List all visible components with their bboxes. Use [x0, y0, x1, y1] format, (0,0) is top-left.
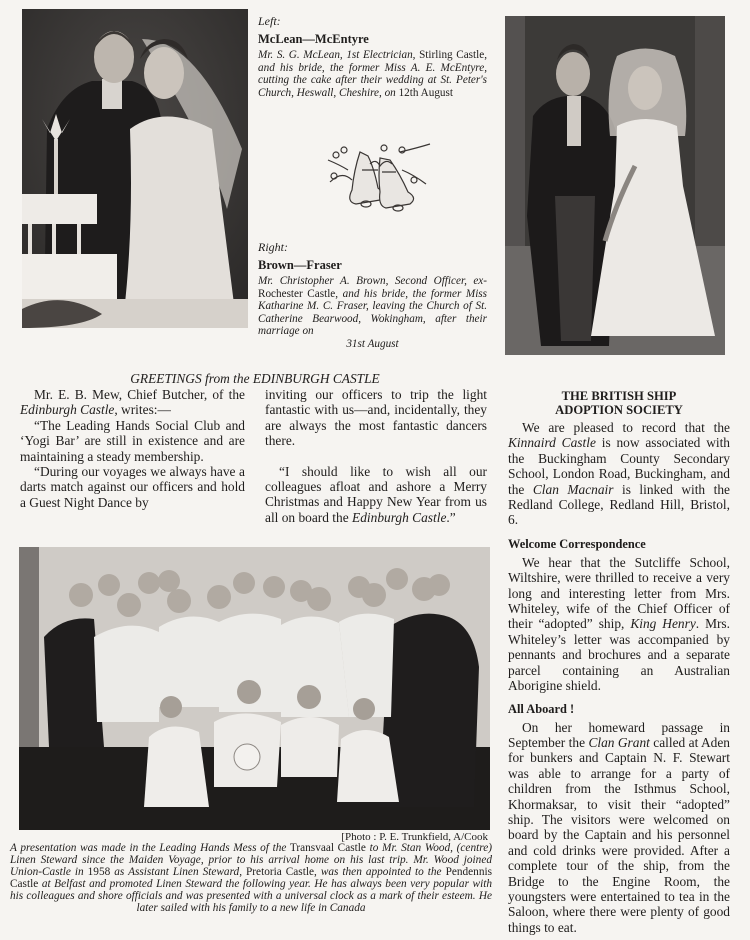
- wedding-photo-right: [505, 16, 725, 355]
- ship-name: Rochester Castle,: [258, 287, 339, 300]
- wedding-right-label: Right:: [258, 240, 288, 254]
- wedding-left-label: Left:: [258, 14, 281, 28]
- greetings-column-1: [20, 387, 245, 510]
- ship-name: Pretoria Castle,: [246, 865, 317, 878]
- aboard-heading: All Aboard !: [508, 701, 575, 716]
- wedding-photo-left: [22, 9, 248, 328]
- greetings-paragraph: Mr. E. B. Mew, Chief Butcher, of the Edinburgh Castle, writes:—: [20, 387, 245, 418]
- wedding-bells-icon: [322, 140, 432, 215]
- greetings-paragraph: “I should like to wish all our colleagues afloat and ashore a Merry Christmas and Happy New Year from us all on board the Edinburgh Castle.”: [265, 463, 487, 525]
- society-intro: We are pleased to record that the Kinnaird Castle is now associated with the Buckingham County Secondary School, London Road, Buckingham, and the Clan Macnair is linked with the Redland College, Redland Hill, Bristol, 6.: [508, 420, 731, 528]
- society-column: [508, 389, 730, 935]
- wedding-left-caption: Mr. S. G. McLean, 1st Electrician, Stirling Castle, and his bride, the former Miss A. E. McEntyre, cutting the cake after their wedding at St. Peter's Church, Heswall, Cheshire, on 12th August: [258, 49, 487, 99]
- ship-name: Transvaal Castle: [289, 842, 366, 854]
- photo-credit: [Photo : P. E. Trunkfield, A/Cook: [341, 831, 488, 843]
- group-photo-caption: A presentation was made in the Leading Hands Mess of the Transvaal Castle to Mr. Stan Wood, (centre) Linen Steward since the Maiden Voyage, prior to his arrival home on his last trip. Mr. Wood joined Union-Castle in 1958 as Assistant Linen Steward, Pretoria Castle, was then appointed to the Pendennis Castle at Belfast and promoted Linen Steward the following year. He has always been very popular with his colleagues and shore officials and was presented with a universal clock as a mark of their esteem. He later sailed with his family to a new life in Canada: [10, 842, 493, 914]
- society-title: THE BRITISH SHIP ADOPTION SOCIETY: [555, 389, 683, 417]
- greetings-title: GREETINGS from the EDINBURGH CASTLE: [130, 371, 380, 386]
- greetings-paragraph: inviting our officers to trip the light fantastic with us—and, incidentally, they are always the most fantastic dancers there.: [265, 387, 487, 449]
- wedding-left-names: McLean—McEntyre: [258, 32, 369, 46]
- ship-name: Stirling Castle,: [419, 49, 487, 61]
- wedding-bells-illustration: [322, 140, 432, 215]
- wedding-right-date: 31st August: [346, 337, 399, 350]
- ship-name: King Henry: [630, 616, 696, 632]
- greetings-column-2: [265, 387, 487, 525]
- welcome-paragraph: We hear that the Sutcliffe School, Wiltshire, were thrilled to receive a very long and interesting letter from Mrs. Whiteley, wife of the Chief Officer of their “adopted” ship, King Henry. Mrs. Whiteley’s letter was accompanied by pennants and brochures and a separate parcel containing an Australian Aborigine shield.: [508, 554, 730, 694]
- group-photo-image: [19, 547, 490, 830]
- wedding-photo-left-image: [22, 9, 248, 328]
- ship-name: Clan Macnair: [532, 481, 614, 497]
- welcome-heading: Welcome Correspondence: [508, 536, 646, 551]
- wedding-right-names: Brown—Fraser: [258, 258, 342, 272]
- group-photo: [19, 547, 490, 830]
- ship-name: Edinburgh Castle: [352, 509, 447, 525]
- greetings-paragraph: “During our voyages we always have a darts match against our officers and hold a Guest Night Dance by: [20, 464, 245, 510]
- ship-name: Edinburgh Castle: [20, 402, 115, 418]
- ship-name: Clan Grant: [588, 734, 650, 750]
- aboard-paragraph: On her homeward passage in September the Clan Grant called at Aden for bunkers and Captain N. F. Stewart was able to arrange for a party of children from the Isthmus School, Khormaksar, to visit their “adopted” ship. The visitors were welcomed on board by the Captain and his personnel and cold drinks were provided. After a complete tour of the ship, from the Bridge to the Engine Room, the youngsters were entertained to tea in the Saloon, where there were plenty of good things to eat.: [508, 719, 730, 935]
- ship-name: Kinnaird Castle: [508, 435, 596, 451]
- wedding-right-caption: Mr. Christopher A. Brown, Second Officer, ex-Rochester Castle, and his bride, the former Miss Katharine M. C. Fraser, leaving the Church of St. Catherine Bearwood, Wokingham, after their marriage on: [258, 275, 488, 338]
- greetings-paragraph: “The Leading Hands Social Club and ‘Yogi Bar’ are still in existence and are maintaining a steady membership.: [20, 417, 245, 464]
- wedding-photo-right-image: [505, 16, 725, 355]
- ship-name: Pendennis Castle: [10, 865, 493, 890]
- wedding-right-caption-block: [258, 240, 487, 351]
- wedding-left-caption-block: [258, 14, 487, 99]
